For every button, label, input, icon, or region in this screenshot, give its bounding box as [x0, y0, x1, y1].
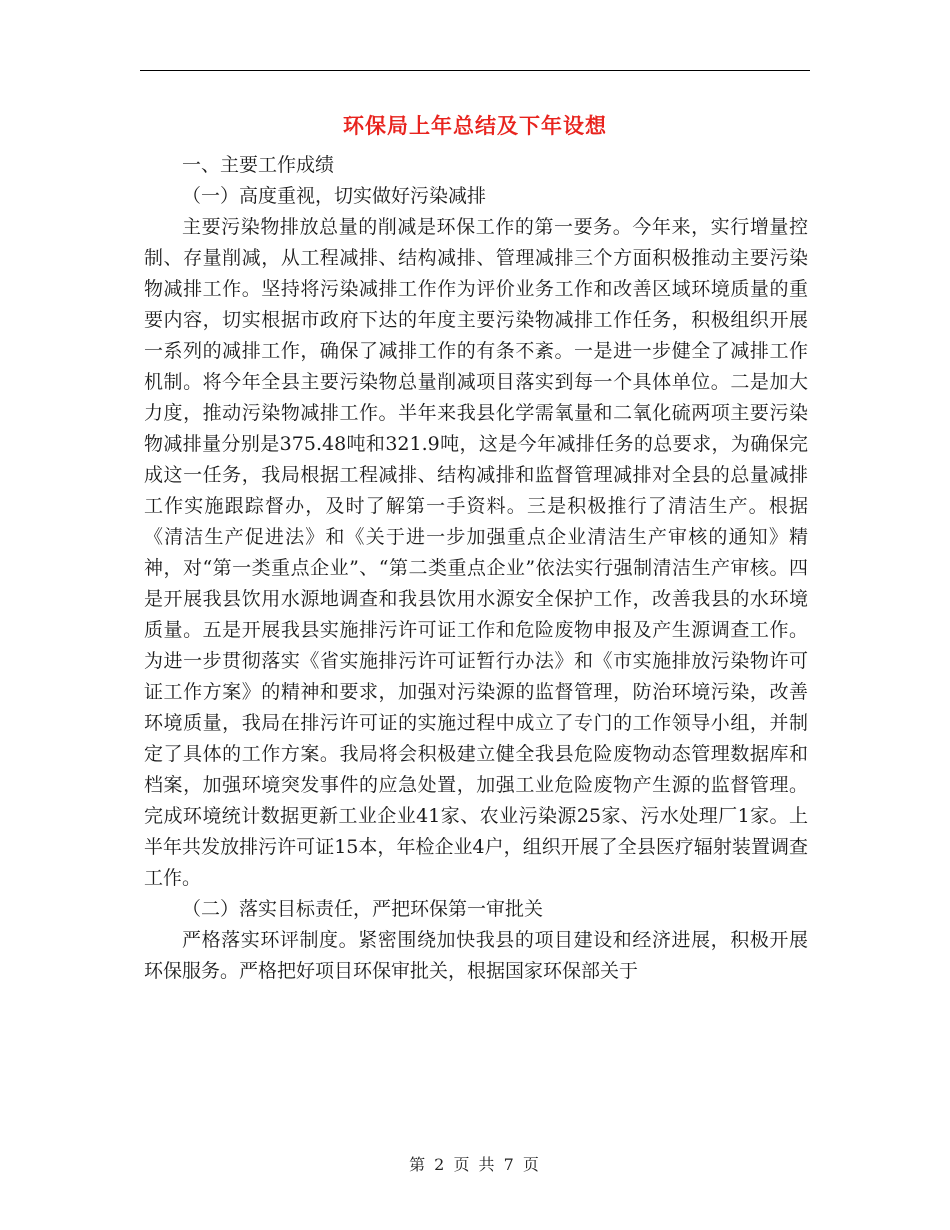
subsection-heading-approval: （二）落实目标责任，严把环保第一审批关: [182, 898, 544, 920]
document-title: 环保局上年总结及下年设想: [343, 113, 607, 138]
page-number-footer: 第 2 页 共 7 页: [409, 1155, 541, 1174]
section-heading-main-achievements: 一、主要工作成绩: [182, 154, 335, 176]
header-rule: [140, 70, 810, 71]
document-body: [144, 150, 808, 987]
paragraph-pollution-reduction: 主要污染物排放总量的削减是环保工作的第一要务。今年来，实行增量控制、存量削减，从工程减排、结构减排、管理减排三个方面积极推动主要污染物减排工作。坚持将污染减排工作作为评价业务工作和改善区域环境质量的重要内容，切实根据市政府下达的年度主要污染物减排工作任务，积极组织开展一系列的减排工作，确保了减排工作的有条不紊。一是进一步健全了减排工作机制。将今年全县主要污染物总量削减项目落实到每一个具体单位。二是加大力度，推动污染物减排工作。半年来我县化学需氧量和二氧化硫两项主要污染物减排量分别是375.48吨和321.9吨，这是今年减排任务的总要求，为确保完成这一任务，我局根据工程减排、结构减排和监督管理减排对全县的总量减排工作实施跟踪督办，及时了解第一手资料。三是积极推行了清洁生产。根据《清洁生产促进法》和《关于进一步加强重点企业清洁生产审核的通知》精神，对“第一类重点企业”、“第二类重点企业”依法实行强制清洁生产审核。四是开展我县饮用水源地调查和我县饮用水源安全保护工作，改善我县的水环境质量。五是开展我县实施排污许可证工作和危险废物申报及产生源调查工作。为进一步贯彻落实《省实施排污许可证暂行办法》和《市实施排放污染物许可证工作方案》的精神和要求，加强对污染源的监督管理，防治环境污染，改善环境质量，我局在排污许可证的实施过程中成立了专门的工作领导小组，并制定了具体的工作方案。我局将会积极建立健全我县危险废物动态管理数据库和档案，加强环境突发事件的应急处置，加强工业危险废物产生源的监督管理。完成环境统计数据更新工业企业41家、农业污染源25家、污水处理厂1家。上半年共发放排污许可证15本，年检企业4户，组织开展了全县医疗辐射装置调查工作。: [144, 216, 808, 889]
paragraph-eia-system: 严格落实环评制度。紧密围绕加快我县的项目建设和经济进展，积极开展环保服务。严格把好项目环保审批关，根据国家环保部关于: [144, 929, 808, 982]
subsection-heading-pollution-reduction: （一）高度重视，切实做好污染减排: [182, 185, 487, 207]
